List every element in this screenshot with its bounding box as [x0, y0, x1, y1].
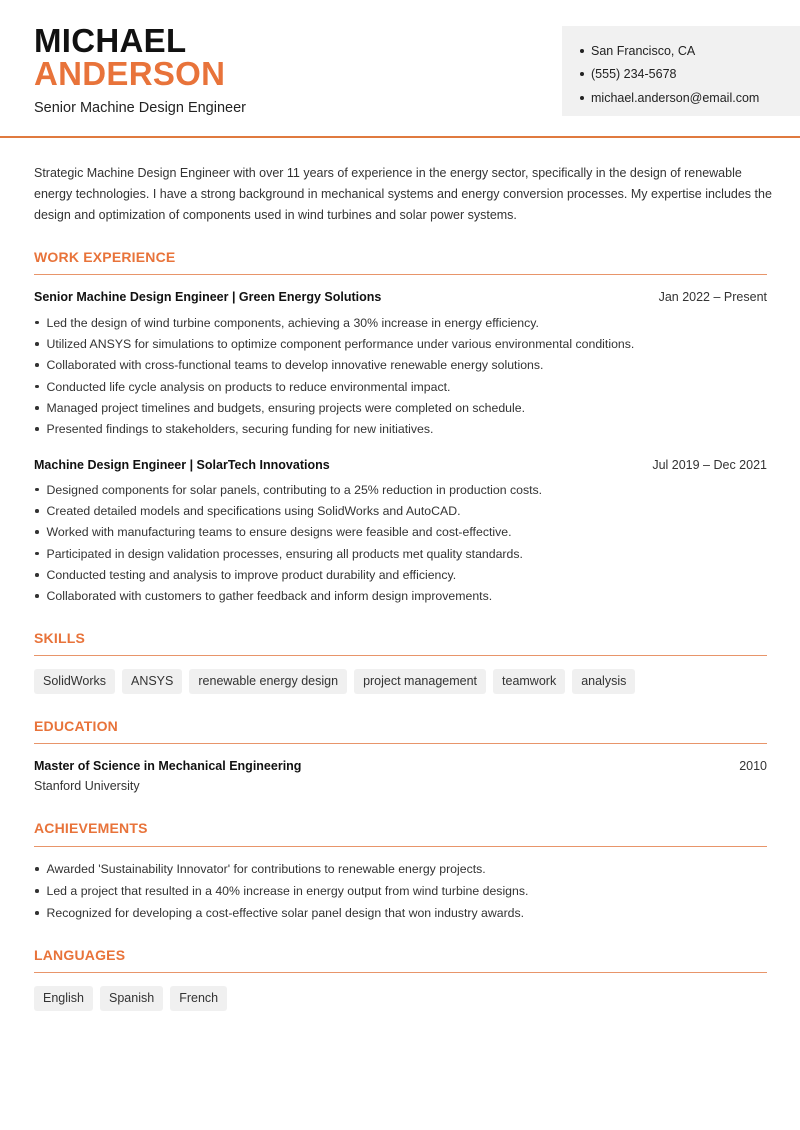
list-item-text: Led the design of wind turbine components, achieving a 30% increase in energy efficiency. — [46, 315, 539, 330]
phone-text: (555) 234-5678 — [591, 67, 677, 82]
list-item — [34, 585, 774, 606]
achievements-heading: ACHIEVEMENTS — [34, 820, 148, 836]
languages-heading: LANGUAGES — [34, 947, 126, 963]
resume-header — [0, 0, 800, 138]
bullet-icon — [580, 49, 584, 53]
list-item — [34, 479, 774, 500]
bullet-icon — [35, 889, 39, 893]
degree: Master of Science in Mechanical Engineering — [34, 759, 302, 773]
bullet-icon — [35, 488, 39, 492]
list-item — [34, 543, 774, 564]
list-item-text: Designed components for solar panels, contributing to a 25% reduction in production costs. — [46, 482, 543, 497]
bullet-icon — [35, 342, 39, 346]
bullet-icon — [35, 385, 39, 389]
skill-tag: project management — [354, 669, 486, 694]
last-name: ANDERSON — [34, 55, 226, 92]
language-tag: French — [170, 986, 227, 1011]
job-dates: Jan 2022 – Present — [658, 290, 767, 304]
language-tag: Spanish — [100, 986, 163, 1011]
job-header — [34, 290, 767, 304]
email-text[interactable]: michael.anderson@email.com — [591, 90, 760, 105]
skills-heading: SKILLS — [34, 630, 85, 646]
first-name: MICHAEL — [34, 22, 187, 59]
bullet-icon — [35, 911, 39, 915]
list-item — [34, 418, 774, 439]
bullet-icon — [35, 427, 39, 431]
skill-tag: renewable energy design — [189, 669, 347, 694]
skill-tag: ANSYS — [122, 669, 182, 694]
list-item-text: Participated in design validation processes, ensuring all products met quality standards. — [46, 546, 523, 561]
bullet-icon — [35, 321, 39, 325]
section-divider — [34, 972, 767, 973]
bullet-icon — [35, 530, 39, 534]
list-item — [34, 376, 774, 397]
bullet-icon — [35, 552, 39, 556]
job-title: Senior Machine Design Engineer — [34, 100, 246, 116]
bullet-icon — [35, 509, 39, 513]
section-divider — [34, 274, 767, 275]
list-item — [34, 902, 774, 924]
job-role: Machine Design Engineer | SolarTech Innovations — [34, 458, 330, 472]
bullet-icon — [35, 594, 39, 598]
bullet-icon — [580, 72, 584, 76]
list-item — [34, 500, 774, 521]
education-heading: EDUCATION — [34, 718, 118, 734]
summary-paragraph: Strategic Machine Design Engineer with over 11 years of experience in the energy sector, specifically in the design of renewable energy technologies. I have a strong background in mechanical systems and energy conversion processes. My expertise includes the design and optimization of components used in wind turbines and solar power systems. — [34, 166, 772, 222]
list-item-text: Recognized for developing a cost-effective solar panel design that won industry awards. — [46, 906, 525, 920]
work-experience-heading: WORK EXPERIENCE — [34, 249, 176, 265]
contact-email[interactable] — [580, 86, 800, 110]
list-item — [34, 564, 774, 585]
contact-location — [580, 39, 800, 63]
bullet-icon — [35, 363, 39, 367]
bullet-icon — [35, 867, 39, 871]
list-item — [34, 522, 774, 543]
list-item-text: Awarded 'Sustainability Innovator' for contributions to renewable energy projects. — [46, 862, 486, 876]
skills-list — [34, 669, 635, 694]
job-role: Senior Machine Design Engineer | Green Energy Solutions — [34, 290, 382, 304]
list-item — [34, 355, 774, 376]
list-item-text: Led a project that resulted in a 40% increase in energy output from wind turbine designs. — [46, 884, 529, 898]
list-item-text: Conducted life cycle analysis on products to reduce environmental impact. — [46, 379, 451, 394]
bullet-icon — [35, 573, 39, 577]
contact-box — [562, 26, 800, 116]
list-item-text: Presented findings to stakeholders, securing funding for new initiatives. — [46, 422, 434, 437]
contact-phone — [580, 63, 800, 87]
skill-tag: teamwork — [493, 669, 565, 694]
skill-tag: SolidWorks — [34, 669, 115, 694]
list-item — [34, 880, 774, 902]
bullet-icon — [580, 96, 584, 100]
achievements-list — [34, 858, 774, 924]
job-bullets — [34, 479, 774, 607]
skill-tag: analysis — [572, 669, 635, 694]
list-item-text: Created detailed models and specifications using SolidWorks and AutoCAD. — [46, 503, 461, 518]
list-item-text: Utilized ANSYS for simulations to optimize component performance under various environmental conditions. — [46, 336, 635, 351]
section-divider — [34, 655, 767, 656]
job-dates: Jul 2019 – Dec 2021 — [652, 458, 767, 472]
list-item — [34, 397, 774, 418]
graduation-year: 2010 — [739, 759, 767, 773]
job-header — [34, 458, 767, 472]
list-item — [34, 333, 774, 354]
list-item-text: Managed project timelines and budgets, ensuring projects were completed on schedule. — [46, 400, 525, 415]
section-divider — [34, 743, 767, 744]
list-item-text: Conducted testing and analysis to improve product durability and efficiency. — [46, 567, 457, 582]
list-item-text: Collaborated with customers to gather feedback and inform design improvements. — [46, 589, 493, 604]
bullet-icon — [35, 406, 39, 410]
language-tag: English — [34, 986, 93, 1011]
list-item-text: Collaborated with cross-functional teams to develop innovative renewable energy solutions. — [46, 358, 544, 373]
list-item — [34, 312, 774, 333]
school-name: Stanford University — [34, 779, 140, 793]
languages-list — [34, 986, 227, 1011]
section-divider — [34, 846, 767, 847]
location-text: San Francisco, CA — [591, 43, 696, 58]
list-item — [34, 858, 774, 880]
job-bullets — [34, 312, 774, 440]
list-item-text: Worked with manufacturing teams to ensure designs were feasible and cost-effective. — [46, 525, 512, 540]
education-header — [34, 759, 767, 773]
